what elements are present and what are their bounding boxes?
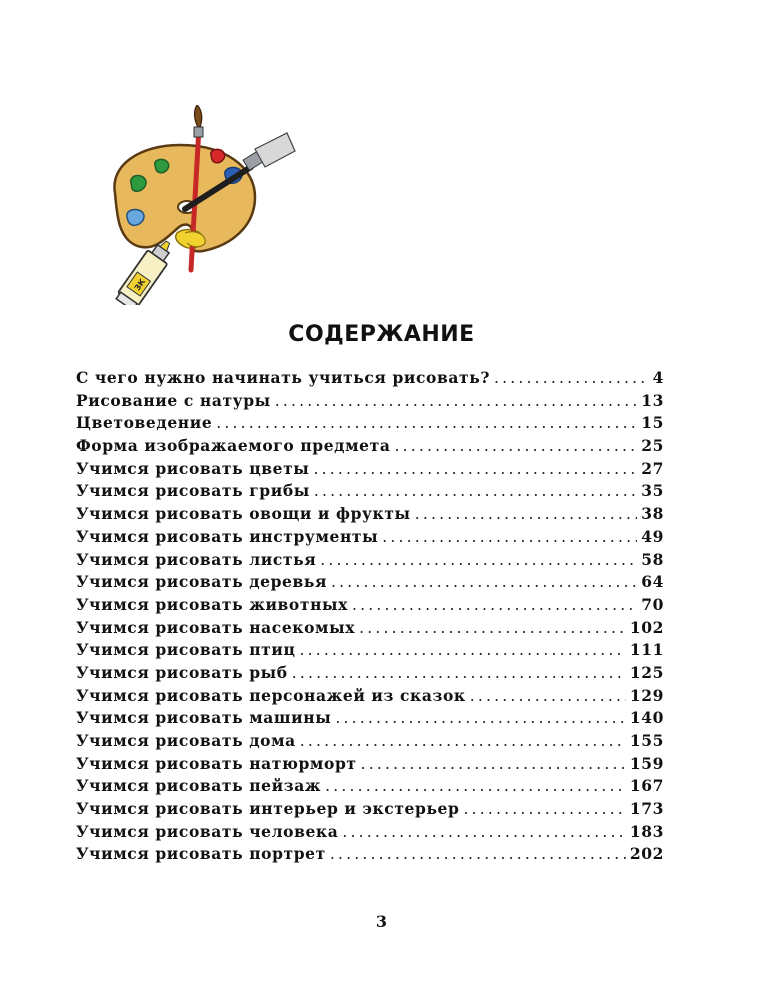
toc-entry-title: Учимся рисовать дома	[76, 731, 296, 750]
toc-entry-page: 13	[641, 390, 664, 410]
toc-entry	[76, 459, 664, 482]
toc-entry-page: 102	[629, 617, 664, 637]
toc-dot-leader	[292, 664, 626, 682]
toc-entry-title: Рисование с натуры	[76, 390, 271, 410]
toc-entry-page: 140	[629, 708, 664, 728]
toc-entry-page: 159	[629, 753, 664, 773]
toc-entry	[76, 844, 664, 867]
toc-entry-page: 15	[641, 413, 664, 433]
brush-thin-tip	[195, 105, 202, 129]
toc-entry-page: 129	[629, 685, 664, 705]
toc-entry	[76, 413, 664, 436]
toc-entry	[76, 481, 664, 504]
toc-entry-page: 155	[629, 731, 664, 750]
toc-entry	[76, 799, 664, 822]
toc-entry-page: 4	[652, 368, 664, 387]
toc-dot-leader	[325, 777, 626, 795]
contents-heading: СОДЕРЖАНИЕ	[288, 322, 475, 347]
paint-blob-green-2	[155, 159, 169, 172]
toc-dot-leader	[394, 437, 637, 455]
toc-dot-leader	[275, 392, 637, 410]
toc-entry-page: 70	[641, 594, 664, 614]
toc-entry-title: Учимся рисовать насекомых	[76, 617, 356, 637]
table-of-contents	[76, 368, 664, 867]
toc-dot-leader	[463, 800, 625, 818]
page-number: 3	[375, 912, 388, 931]
toc-dot-leader	[320, 551, 637, 569]
toc-dot-leader	[314, 482, 637, 500]
toc-entry-title: Учимся рисовать цветы	[76, 458, 310, 478]
toc-dot-leader	[216, 414, 637, 432]
paint-blob-red	[211, 149, 225, 162]
toc-entry-page: 35	[641, 481, 664, 501]
toc-entry-title: Учимся рисовать человека	[76, 821, 339, 841]
toc-entry	[76, 572, 664, 595]
paint-palette-icon	[95, 105, 305, 305]
toc-entry	[76, 550, 664, 573]
toc-entry-title: Учимся рисовать интерьер и экстерьер	[76, 799, 460, 819]
toc-entry-title: Учимся рисовать рыб	[76, 662, 288, 682]
toc-entry	[76, 708, 664, 731]
toc-entry	[76, 686, 664, 709]
toc-entry	[76, 776, 664, 799]
toc-dot-leader	[494, 369, 649, 387]
toc-entry	[76, 618, 664, 641]
toc-entry	[76, 731, 664, 754]
toc-dot-leader	[382, 528, 637, 546]
toc-entry-title: Учимся рисовать овощи и фрукты	[76, 504, 411, 524]
toc-entry	[76, 822, 664, 845]
toc-entry	[76, 754, 664, 777]
toc-dot-leader	[331, 573, 637, 591]
toc-dot-leader	[342, 823, 625, 841]
toc-entry-page: 38	[641, 504, 664, 524]
toc-entry	[76, 663, 664, 686]
toc-entry-page: 167	[629, 776, 664, 796]
toc-dot-leader	[359, 619, 626, 637]
toc-entry-title: Учимся рисовать инструменты	[76, 526, 379, 546]
toc-dot-leader	[300, 641, 626, 659]
paint-blob-green	[131, 176, 146, 192]
toc-entry-title: Учимся рисовать пейзаж	[76, 776, 322, 796]
toc-dot-leader	[313, 460, 637, 478]
toc-entry-page: 111	[629, 640, 664, 660]
toc-dot-leader	[361, 755, 626, 773]
toc-entry-title: Учимся рисовать машины	[76, 708, 332, 728]
toc-entry	[76, 391, 664, 414]
toc-entry	[76, 436, 664, 459]
toc-entry-page: 58	[641, 549, 664, 569]
toc-dot-leader	[415, 505, 638, 523]
toc-entry-title: Учимся рисовать животных	[76, 594, 348, 614]
toc-entry-title: С чего нужно начинать учиться рисовать?	[76, 368, 491, 387]
toc-entry-page: 49	[641, 526, 664, 546]
toc-entry-title: Учимся рисовать листья	[76, 549, 317, 569]
toc-entry-title: Форма изображаемого предмета	[76, 436, 391, 456]
toc-entry-title: Учимся рисовать деревья	[76, 572, 328, 592]
toc-entry-page: 27	[641, 458, 664, 478]
toc-entry	[76, 595, 664, 618]
toc-entry-page: 202	[629, 844, 664, 864]
toc-entry-page: 64	[641, 572, 664, 592]
toc-entry-title: Цветоведение	[76, 413, 213, 433]
toc-entry-page: 125	[629, 662, 664, 682]
toc-entry	[76, 527, 664, 550]
toc-entry-title: Учимся рисовать птиц	[76, 640, 296, 660]
toc-entry-title: Учимся рисовать натюрморт	[76, 753, 357, 773]
toc-entry	[76, 640, 664, 663]
toc-entry-page: 25	[641, 436, 664, 456]
toc-entry	[76, 504, 664, 527]
toc-entry-title: Учимся рисовать грибы	[76, 481, 310, 501]
toc-dot-leader	[330, 845, 626, 863]
toc-dot-leader	[470, 687, 626, 705]
toc-entry-title: Учимся рисовать персонажей из сказок	[76, 685, 466, 705]
paint-blob-light-blue	[127, 210, 144, 226]
toc-entry	[76, 368, 664, 391]
toc-entry-page: 183	[629, 821, 664, 841]
toc-entry-title: Учимся рисовать портрет	[76, 844, 326, 864]
toc-dot-leader	[352, 596, 637, 614]
toc-entry-page: 173	[629, 799, 664, 819]
toc-dot-leader	[300, 732, 626, 750]
paint-tube-label: ЗК	[132, 277, 148, 293]
toc-dot-leader	[335, 709, 625, 727]
